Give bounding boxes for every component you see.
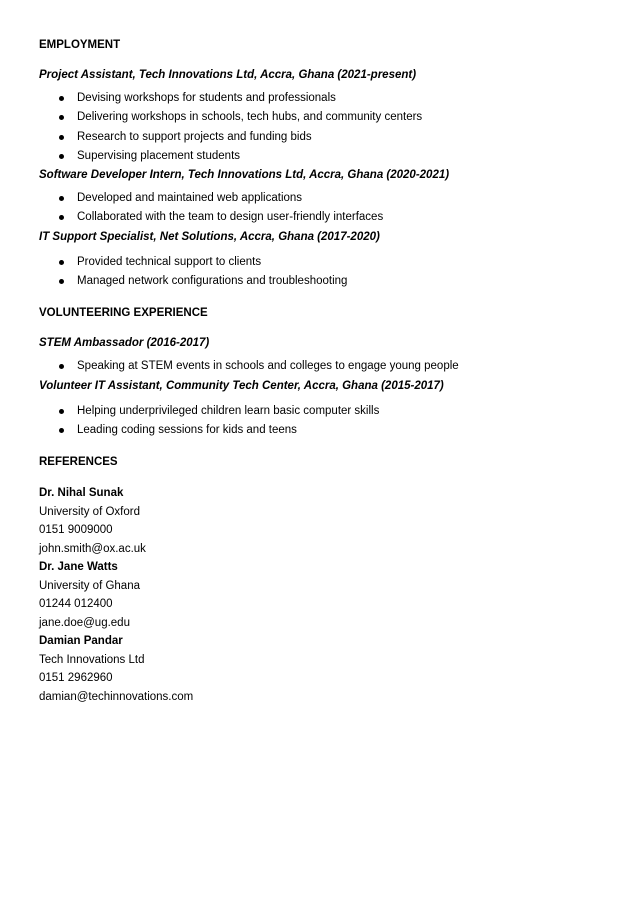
list-item	[39, 359, 599, 378]
role-title: Volunteer IT Assistant, Community Tech Center, Accra, Ghana (2015-2017)	[39, 379, 444, 392]
bullet-text: Collaborated with the team to design user-friendly interfaces	[77, 211, 384, 224]
job-bullet-list	[39, 91, 599, 168]
reference-name: Damian Pandar	[39, 635, 123, 648]
reference-email: jane.doe@ug.edu	[39, 616, 130, 629]
bullet-icon	[59, 96, 64, 101]
reference-email: damian@techinnovations.com	[39, 690, 194, 703]
bullet-icon	[59, 215, 64, 220]
reference-phone: 0151 9009000	[39, 524, 113, 537]
list-item	[39, 91, 599, 110]
role-bullet-list	[39, 359, 599, 378]
references-section	[39, 455, 599, 708]
list-item	[39, 130, 599, 149]
list-item	[39, 210, 599, 229]
bullet-icon	[59, 196, 64, 201]
bullet-text: Research to support projects and funding bids	[77, 130, 312, 143]
employment-heading: EMPLOYMENT	[39, 39, 121, 51]
employment-section	[39, 38, 599, 293]
job-bullet-list	[39, 255, 599, 294]
reference-phone: 0151 2962960	[39, 672, 113, 685]
bullet-icon	[59, 260, 64, 265]
list-item	[39, 255, 599, 274]
bullet-text: Speaking at STEM events in schools and colleges to engage young people	[77, 360, 459, 373]
references-heading: REFERENCES	[39, 456, 118, 469]
list-item	[39, 274, 599, 293]
bullet-text: Delivering workshops in schools, tech hubs, and community centers	[77, 111, 423, 124]
reference-organization: University of Ghana	[39, 579, 140, 592]
job-title: IT Support Specialist, Net Solutions, Accra, Ghana (2017-2020)	[39, 230, 380, 243]
bullet-icon	[59, 115, 64, 120]
reference-email: john.smith@ox.ac.uk	[39, 542, 146, 555]
bullet-text: Provided technical support to clients	[77, 255, 262, 268]
volunteering-heading: VOLUNTEERING EXPERIENCE	[39, 307, 208, 320]
list-item	[39, 110, 599, 129]
volunteering-section	[39, 306, 599, 442]
bullet-text: Devising workshops for students and professionals	[77, 92, 336, 104]
role-title: STEM Ambassador (2016-2017)	[39, 337, 210, 350]
bullet-icon	[59, 364, 64, 369]
bullet-text: Supervising placement students	[77, 149, 241, 162]
bullet-icon	[59, 135, 64, 140]
list-item	[39, 191, 599, 210]
reference-organization: University of Oxford	[39, 505, 140, 518]
reference-entry	[39, 486, 599, 560]
bullet-icon	[59, 409, 64, 414]
reference-name: Dr. Nihal Sunak	[39, 487, 124, 500]
role-bullet-list	[39, 404, 599, 443]
job-title: Project Assistant, Tech Innovations Ltd, Accra, Ghana (2021-present)	[39, 69, 417, 81]
resume-page	[39, 38, 599, 708]
reference-entry	[39, 634, 599, 708]
bullet-text: Leading coding sessions for kids and teens	[77, 423, 297, 436]
bullet-icon	[59, 154, 64, 159]
bullet-icon	[59, 279, 64, 284]
job-title: Software Developer Intern, Tech Innovations Ltd, Accra, Ghana (2020-2021)	[39, 169, 450, 182]
bullet-text: Managed network configurations and troubleshooting	[77, 275, 348, 288]
reference-name: Dr. Jane Watts	[39, 561, 118, 574]
list-item	[39, 149, 599, 168]
reference-entry	[39, 560, 599, 634]
list-item	[39, 404, 599, 423]
job-bullet-list	[39, 191, 599, 230]
reference-phone: 01244 012400	[39, 598, 113, 611]
bullet-icon	[59, 428, 64, 433]
reference-organization: Tech Innovations Ltd	[39, 653, 145, 666]
bullet-text: Helping underprivileged children learn basic computer skills	[77, 404, 380, 417]
bullet-text: Developed and maintained web applications	[77, 192, 303, 205]
list-item	[39, 423, 599, 442]
